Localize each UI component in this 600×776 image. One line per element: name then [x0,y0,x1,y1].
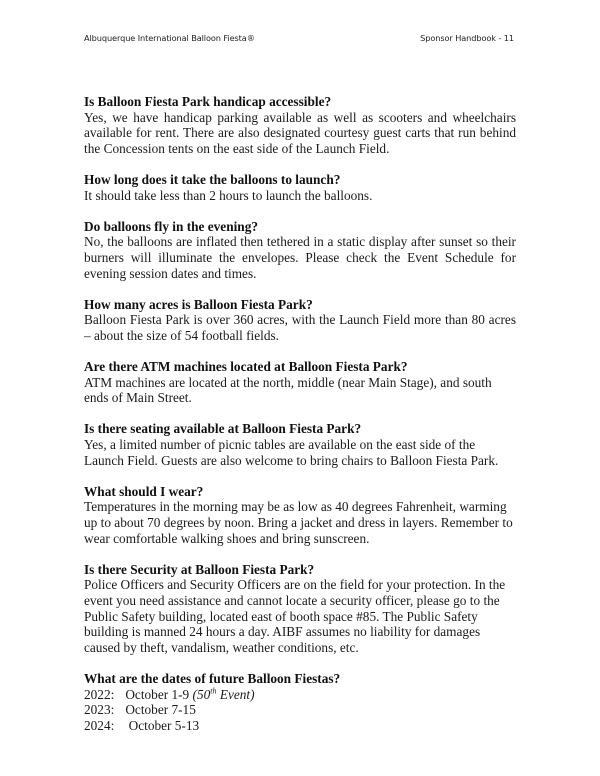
faq-answer: It should take less than 2 hours to launch the balloons. [84,187,373,203]
year: 2023: [84,702,115,718]
faq-item [84,421,516,468]
faq-question: How long does it take the balloons to launch? [84,171,341,187]
page-header [84,33,514,43]
faq-answer: Temperatures in the morning may be as low as 40 degrees Fahrenheit, warming up to about 70 degrees by noon. Bring a jacket and dress in layers. Remember to wear comfortable walking shoes and bring sunscreen. [84,499,513,546]
future-dates-section [84,671,516,733]
faq-question: How many acres is Balloon Fiesta Park? [84,296,313,312]
faq-item [84,359,516,406]
header-page-number: Sponsor Handbook - 11 [420,33,514,43]
year: 2022: [84,686,115,702]
event-note: (50th Event) [192,686,255,702]
faq-question: What should I wear? [84,483,204,499]
faq-answer: Police Officers and Security Officers are on the field for your protection. In the event you need assistance and cannot locate a security officer, please go to the Public Safety building, located east of booth space #85. The Public Safety building is manned 24 hours a day. AIBF assumes no liability for damages caused by theft, vandalism, weather conditions, etc. [84,577,506,655]
faq-question: Is there Security at Balloon Fiesta Park? [84,561,315,577]
faq-item [84,562,516,656]
date-row [84,702,516,718]
faq-item [84,94,516,156]
faq-item [84,484,516,546]
faq-question: Is Balloon Fiesta Park handicap accessible? [84,94,332,109]
faq-question: Is there seating available at Balloon Fiesta Park? [84,421,362,437]
dates: October 1-9 (50th Event) [125,686,255,702]
faq-question: Are there ATM machines located at Balloon Fiesta Park? [84,359,408,375]
faq-answer: Yes, we have handicap parking available as well as scooters and wheelchairs available for rent. There are also designated courtesy guest carts that run behind the Concession tents on the east side of the Launch Field. [84,109,516,156]
year: 2024: [84,717,115,733]
faq-answer: Balloon Fiesta Park is over 360 acres, with the Launch Field more than 80 acres – about the size of 54 football fields. [84,312,516,343]
header-title: Albuquerque International Balloon Fiesta® [84,33,255,43]
faq-answer: ATM machines are located at the north, middle (near Main Stage), and south ends of Main Street. [84,374,492,406]
date-row [84,718,516,734]
faq-item [84,172,516,203]
date-row [84,687,516,703]
faq-item [84,219,516,281]
faq-answer: Yes, a limited number of picnic tables are available on the east side of the Launch Field. Guests are also welcome to bring chairs to Balloon Fiesta Park. [84,437,499,468]
faq-content [84,94,516,749]
dates: October 7-15 [125,702,196,718]
faq-item [84,297,516,344]
dates: October 5-13 [128,717,200,733]
faq-question: Do balloons fly in the evening? [84,218,258,234]
faq-answer: No, the balloons are inflated then tethered in a static display after sunset so their burners will illuminate the envelopes. Please check the Event Schedule for evening session dates and times. [84,234,516,281]
faq-question: What are the dates of future Balloon Fiestas? [84,670,341,686]
